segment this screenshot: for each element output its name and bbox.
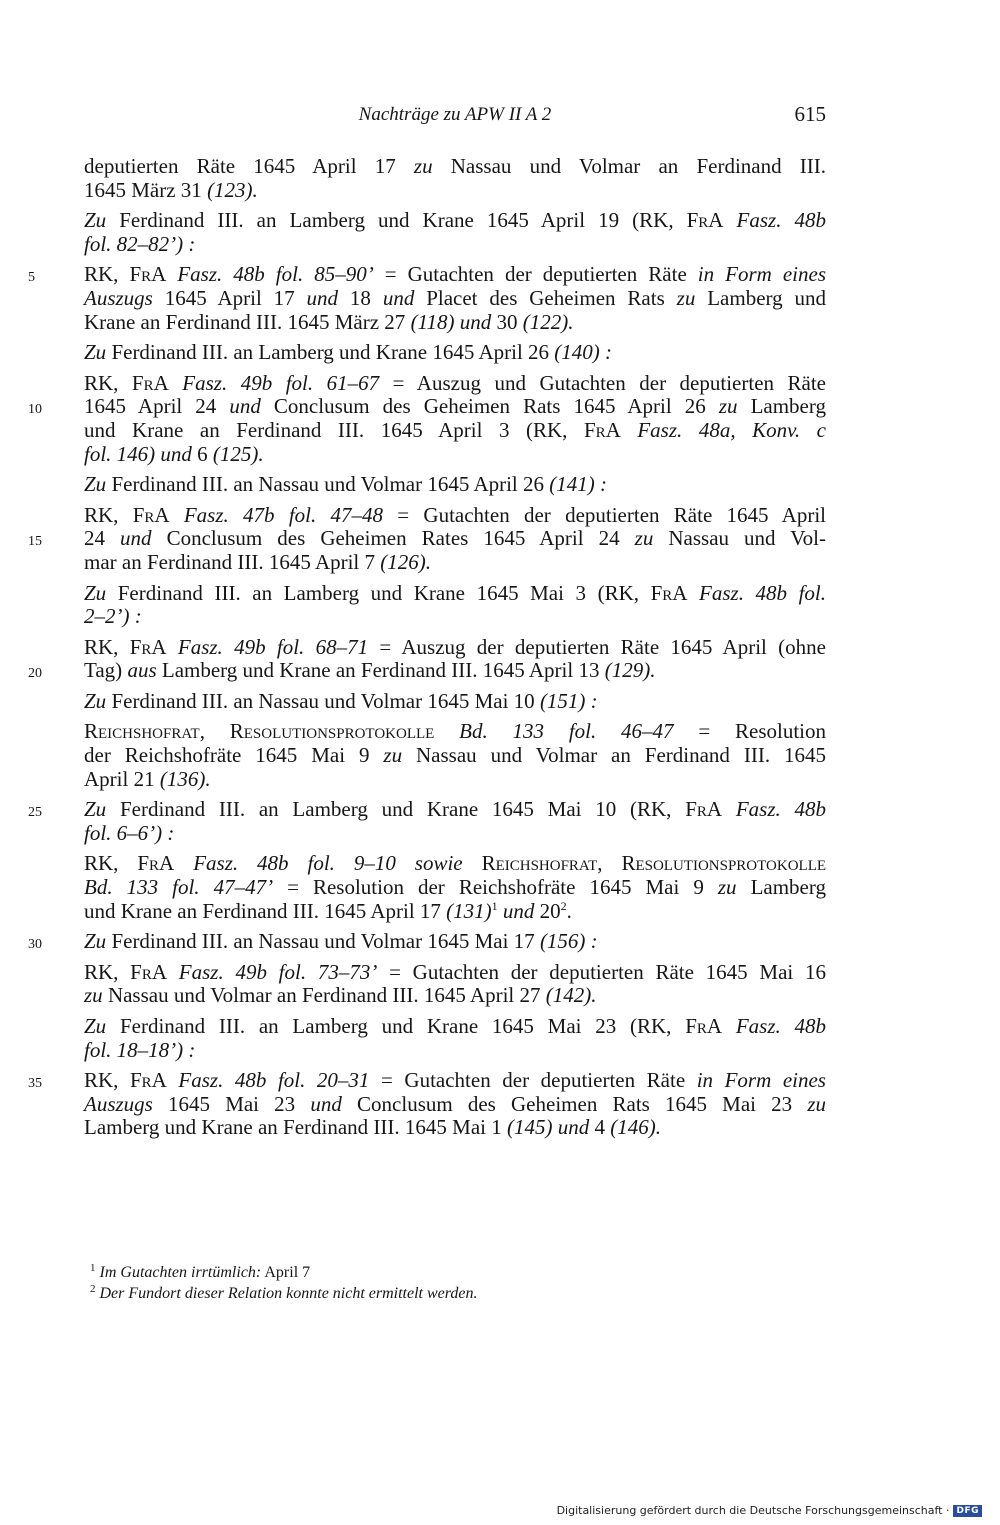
text-line-segment: (131)	[446, 898, 492, 923]
text-line-segment: Ferdinand III. an Lamberg und Krane 1645 April 19 (RK,	[106, 208, 687, 233]
text-line	[84, 852, 826, 876]
text-line	[84, 419, 826, 443]
text-line-segment: zu	[634, 526, 654, 551]
text-line-segment: und	[310, 1091, 342, 1116]
paragraph	[84, 852, 826, 923]
text-line	[84, 551, 826, 575]
text-line-segment: Conclusum des Geheimen Rates 1645 April 24	[151, 526, 635, 551]
text-line-segment: Ferdinand III. an Lamberg und Krane 1645 April 26	[106, 340, 555, 365]
text-line-segment: zu	[807, 1091, 827, 1116]
text-line	[84, 341, 826, 365]
text-line-segment: Zu	[84, 1014, 107, 1038]
text-line	[84, 720, 826, 744]
text-line	[84, 1039, 826, 1063]
text-line-segment: 1645 April 24	[84, 394, 230, 419]
text-line-segment	[723, 208, 736, 232]
text-line	[84, 209, 826, 233]
text-line	[28, 262, 826, 287]
text-line-segment: Auszugs	[84, 1091, 153, 1116]
text-line-segment: = Auszug und Gutachten der deputierten Räte	[379, 370, 826, 395]
text-line-segment: RK,	[84, 262, 130, 287]
text-line	[84, 768, 826, 792]
footnotes	[90, 1262, 820, 1304]
text-line	[84, 504, 826, 528]
text-line	[84, 900, 826, 924]
text-line-segment: (129).	[604, 658, 656, 683]
text-line-segment	[174, 851, 193, 875]
text-line-segment: zu	[84, 983, 103, 1008]
text-line	[28, 1068, 826, 1093]
text-line-segment: Fasz. 48b	[735, 797, 826, 822]
text-line-segment	[722, 797, 736, 821]
text-line-segment: Fasz. 48b	[735, 1014, 826, 1038]
text-line-segment	[621, 418, 638, 442]
text-line-segment	[722, 1014, 736, 1038]
text-line	[84, 1015, 826, 1039]
text-line-segment: FrA	[685, 797, 723, 822]
text-line-segment: (118) und	[410, 309, 492, 334]
text-line-segment: 4	[589, 1115, 611, 1140]
text-line	[84, 443, 826, 467]
text-line-segment: = Gutachten der deputierten Räte 1645 April	[383, 502, 826, 527]
text-line-segment: und	[306, 285, 339, 310]
text-line-segment: deputierten Räte 1645 April 17	[84, 154, 414, 178]
text-line-segment: und	[382, 285, 415, 310]
text-line-segment: 1645 April 17	[152, 285, 307, 310]
paragraph	[84, 155, 826, 202]
footnote-mark: 1	[90, 1261, 96, 1274]
text-line-segment: Ferdinand III. an Nassau und Volmar 1645 April 26	[106, 472, 550, 497]
text-line-segment: 1645 März 31	[84, 177, 208, 202]
text-line-segment: Fasz. 49b fol. 61–67	[182, 370, 380, 395]
text-line	[84, 636, 826, 660]
text-line	[84, 287, 826, 311]
paragraph	[28, 929, 826, 954]
text-line-segment: Conclusum des Geheimen Rats 1645 April 26	[260, 394, 719, 419]
text-line-segment: Ferdinand III. an Lamberg und Krane 1645 Mai 3 (RK,	[106, 580, 651, 605]
text-line-segment: FrA	[131, 370, 169, 395]
text-line-segment: .	[566, 898, 572, 923]
text-line-segment: (126).	[380, 549, 432, 574]
text-line-segment: Lamberg	[737, 394, 826, 419]
text-line-segment: in Form eines	[697, 262, 826, 287]
text-line-segment: zu	[717, 875, 737, 900]
text-line-segment: FrA	[650, 580, 688, 605]
text-line	[28, 929, 826, 954]
text-line-segment: Nassau und Volmar an Ferdinand III. 1645 April 27	[102, 983, 546, 1008]
text-line-segment	[687, 581, 699, 605]
line-number: 20	[28, 666, 42, 682]
text-line-segment: und Krane an Ferdinand III. 1645 April 3 (RK,	[84, 417, 584, 442]
text-line-segment: 24	[84, 526, 121, 551]
text-line-segment: RK,	[84, 634, 130, 659]
line-number: 35	[28, 1076, 42, 1092]
text-line-segment: Lamberg	[736, 875, 826, 900]
text-line-segment: FrA	[129, 634, 167, 659]
text-line-segment: Lamberg und	[695, 285, 827, 310]
text-line-segment: (141) :	[549, 472, 608, 497]
footnote	[90, 1262, 820, 1283]
page-number: 615	[794, 102, 826, 126]
text-line	[84, 822, 826, 846]
text-line-segment: Zu	[84, 340, 107, 365]
text-line-segment: 30	[491, 309, 523, 334]
text-line-segment: Fasz. 48b fol. 20–31	[178, 1068, 370, 1093]
text-line	[84, 1116, 826, 1140]
text-line-segment: (142).	[545, 983, 597, 1008]
text-line	[84, 876, 826, 900]
text-line-segment	[170, 503, 184, 527]
paragraph	[28, 797, 826, 845]
text-line	[28, 526, 827, 551]
text-line-segment: Fasz. 49b fol. 68–71	[177, 634, 369, 659]
text-line-segment: (146).	[610, 1115, 661, 1140]
text-line-segment: Zu	[84, 472, 107, 497]
line-number: 10	[28, 402, 42, 418]
paragraph	[84, 961, 826, 1008]
paragraph	[28, 1068, 827, 1140]
paragraph	[84, 690, 826, 714]
dfg-credit	[557, 1504, 982, 1517]
text-line	[84, 744, 826, 768]
footnote-mark: 2	[90, 1282, 96, 1295]
text-line-segment: Placet des Geheimen Rats	[414, 285, 677, 310]
text-line-segment: Zu	[84, 929, 107, 954]
text-line-segment: Nassau und Volmar an Ferdinand III.	[432, 154, 826, 178]
text-line	[84, 233, 826, 257]
text-line-segment: der Reichshofräte 1645 Mai 9	[84, 743, 384, 768]
paragraph	[84, 582, 826, 629]
text-line-segment: zu	[413, 154, 433, 178]
text-line-segment: Zu	[84, 208, 107, 233]
text-line-segment: FrA	[137, 851, 175, 876]
text-line-segment: 18	[338, 285, 383, 310]
text-line	[84, 690, 826, 714]
text-line-segment: 6	[191, 441, 213, 466]
text-line	[84, 311, 826, 335]
text-line-segment: 1	[491, 898, 498, 913]
text-line-segment: Zu	[84, 580, 107, 605]
text-line-segment: zu	[718, 394, 738, 419]
text-line-segment: (125).	[212, 441, 264, 466]
text-line-segment: FrA	[129, 262, 167, 287]
text-line-segment: Auszugs	[84, 285, 153, 310]
text-line-segment: (145) und	[507, 1115, 590, 1140]
line-number: 5	[28, 270, 35, 286]
body-text	[28, 154, 827, 1147]
text-line-segment: und	[502, 898, 535, 923]
text-line-segment: Ferdinand III. an Lamberg und Krane 1645 Mai 23 (RK,	[106, 1014, 686, 1038]
text-line-segment: Zu	[84, 688, 107, 713]
text-line-segment: Ferdinand III. an Nassau und Volmar 1645 Mai 17	[106, 929, 540, 954]
paragraph	[28, 370, 826, 466]
text-line-segment: RK,	[84, 959, 131, 984]
text-line	[84, 605, 826, 629]
paragraph	[84, 209, 826, 256]
text-line-segment: RK,	[84, 502, 133, 527]
text-line-segment: = Auszug der deputierten Räte 1645 April (ohne	[368, 634, 826, 659]
paragraph	[84, 1015, 826, 1062]
text-line-segment: in Form eines	[696, 1068, 826, 1093]
text-line-segment: (151) :	[539, 688, 598, 713]
text-line-segment: (140) :	[554, 340, 613, 365]
text-line-segment: und	[229, 394, 261, 419]
text-line-segment: Bd. 133 fol. 46–47	[459, 719, 674, 744]
footnote-segment: Im Gutachten irrtümlich:	[99, 1264, 262, 1281]
text-line-segment: Ferdinand III. an Lamberg und Krane 1645 Mai 10 (RK,	[106, 797, 686, 822]
text-line-segment: und Krane an Ferdinand III. 1645 April 17	[84, 898, 447, 923]
paragraph	[84, 720, 826, 791]
text-line-segment: FrA	[686, 208, 724, 233]
line-number: 30	[28, 937, 42, 953]
footnote	[90, 1283, 820, 1304]
text-line-segment: (123).	[207, 177, 258, 202]
text-line-segment: Reichshofrat, Resolutionsprotokolle	[481, 851, 827, 876]
text-line	[84, 961, 826, 985]
text-line-segment: Fasz. 48b fol. 85–90’	[177, 262, 374, 287]
text-line-segment: Ferdinand III. an Nassau und Volmar 1645 Mai 10	[106, 688, 540, 713]
text-line-segment: Reichshofrat, Resolutionsprotokolle	[84, 719, 435, 744]
line-number: 15	[28, 534, 42, 550]
text-line-segment: RK,	[84, 370, 132, 395]
text-line-segment: = Gutachten der deputierten Räte	[369, 1068, 697, 1093]
text-line	[84, 1093, 826, 1117]
text-line	[84, 473, 826, 497]
line-number: 25	[28, 805, 42, 821]
text-line-segment: Nassau und Vol-	[653, 526, 827, 551]
text-line-segment: zu	[676, 285, 696, 310]
running-title: Nachträge zu APW II A 2	[358, 104, 552, 125]
text-line-segment	[166, 262, 177, 286]
text-line-segment: Fasz. 49b fol. 73–73’	[178, 959, 378, 984]
text-line-segment	[167, 635, 178, 659]
paragraph	[28, 502, 827, 575]
paragraph	[84, 473, 826, 497]
text-line-segment: fol. 82–82’) :	[84, 231, 196, 256]
text-line-segment: Zu	[84, 797, 107, 822]
text-line-segment: (122).	[522, 309, 574, 334]
text-line-segment: 2	[560, 898, 567, 913]
text-line-segment: (136).	[159, 766, 211, 791]
text-line-segment: FrA	[129, 1068, 167, 1093]
text-line-segment: 2–2’) :	[84, 604, 142, 629]
text-line-segment: Fasz. 47b fol. 47–48	[183, 502, 384, 527]
text-line	[84, 372, 826, 396]
text-line-segment	[169, 371, 183, 395]
text-line-segment: mar an Ferdinand III. 1645 April 7	[84, 549, 381, 574]
text-line-segment: FrA	[132, 502, 170, 527]
paragraph	[84, 341, 826, 365]
text-line	[84, 155, 826, 179]
text-line-segment: und	[120, 526, 152, 551]
text-line-segment: fol. 18–18’) :	[84, 1037, 196, 1062]
text-line-segment: Fasz. 48b	[736, 208, 826, 233]
text-line-segment: RK,	[84, 851, 138, 876]
text-line-segment: fol. 6–6’) :	[84, 820, 175, 845]
footnote-segment: April 7	[261, 1264, 311, 1281]
text-line-segment: RK,	[84, 1068, 130, 1093]
paragraph	[28, 634, 826, 683]
text-line-segment: = Resolution der Reichshofräte 1645 Mai 9	[273, 875, 718, 900]
text-line-segment: = Resolution	[673, 719, 827, 744]
text-line-segment	[463, 851, 482, 875]
text-line-segment: zu	[383, 743, 403, 768]
text-line-segment	[167, 960, 179, 984]
text-line-segment	[434, 719, 459, 743]
text-line-segment: Fasz. 48b fol. 9–10 sowie	[193, 851, 463, 876]
text-line-segment: Lamberg und Krane an Ferdinand III. 1645 Mai 1	[84, 1115, 507, 1140]
text-line	[28, 658, 826, 683]
text-line-segment: = Gutachten der deputierten Räte 1645 Mai 16	[377, 959, 826, 984]
text-line-segment: = Gutachten der deputierten Räte	[373, 262, 698, 287]
text-line-segment	[167, 1068, 179, 1092]
text-line	[28, 394, 826, 419]
text-line-segment: Conclusum des Geheimen Rats 1645 Mai 23	[341, 1091, 808, 1116]
text-line-segment: Fasz. 48b fol.	[699, 580, 827, 605]
dfg-credit-text: Digitalisierung gefördert durch die Deutsche Forschungsgemeinschaft ·	[556, 1504, 950, 1517]
text-line-segment: fol. 146) und	[84, 441, 192, 466]
text-line-segment: FrA	[583, 417, 621, 442]
text-line-segment: FrA	[130, 959, 168, 984]
text-line-segment: Fasz. 48a, Konv. c	[637, 417, 826, 442]
text-line-segment: Tag)	[84, 658, 128, 683]
text-line	[84, 984, 826, 1008]
paragraph	[28, 262, 827, 334]
text-line	[84, 582, 826, 606]
text-line-segment: Lamberg und Krane an Ferdinand III. 1645 April 13	[156, 658, 605, 683]
text-line-segment: Nassau und Volmar an Ferdinand III. 1645	[402, 743, 826, 768]
text-line-segment: aus	[127, 658, 157, 683]
text-line-segment: Bd. 133 fol. 47–47’	[84, 875, 274, 900]
text-line-segment: April 21	[84, 766, 160, 791]
text-line-segment: FrA	[685, 1014, 723, 1038]
text-line-segment: 1645 Mai 23	[152, 1091, 311, 1116]
text-line	[84, 179, 826, 203]
footnote-segment: Der Fundort dieser Relation konnte nicht ermittelt werden.	[99, 1285, 478, 1302]
text-line	[28, 797, 826, 822]
dfg-logo-icon: DFG	[953, 1505, 982, 1517]
page-header	[84, 102, 826, 132]
text-line-segment: 20	[534, 898, 561, 923]
text-line-segment: (156) :	[539, 929, 598, 954]
text-line-segment: Krane an Ferdinand III. 1645 März 27	[84, 309, 411, 334]
